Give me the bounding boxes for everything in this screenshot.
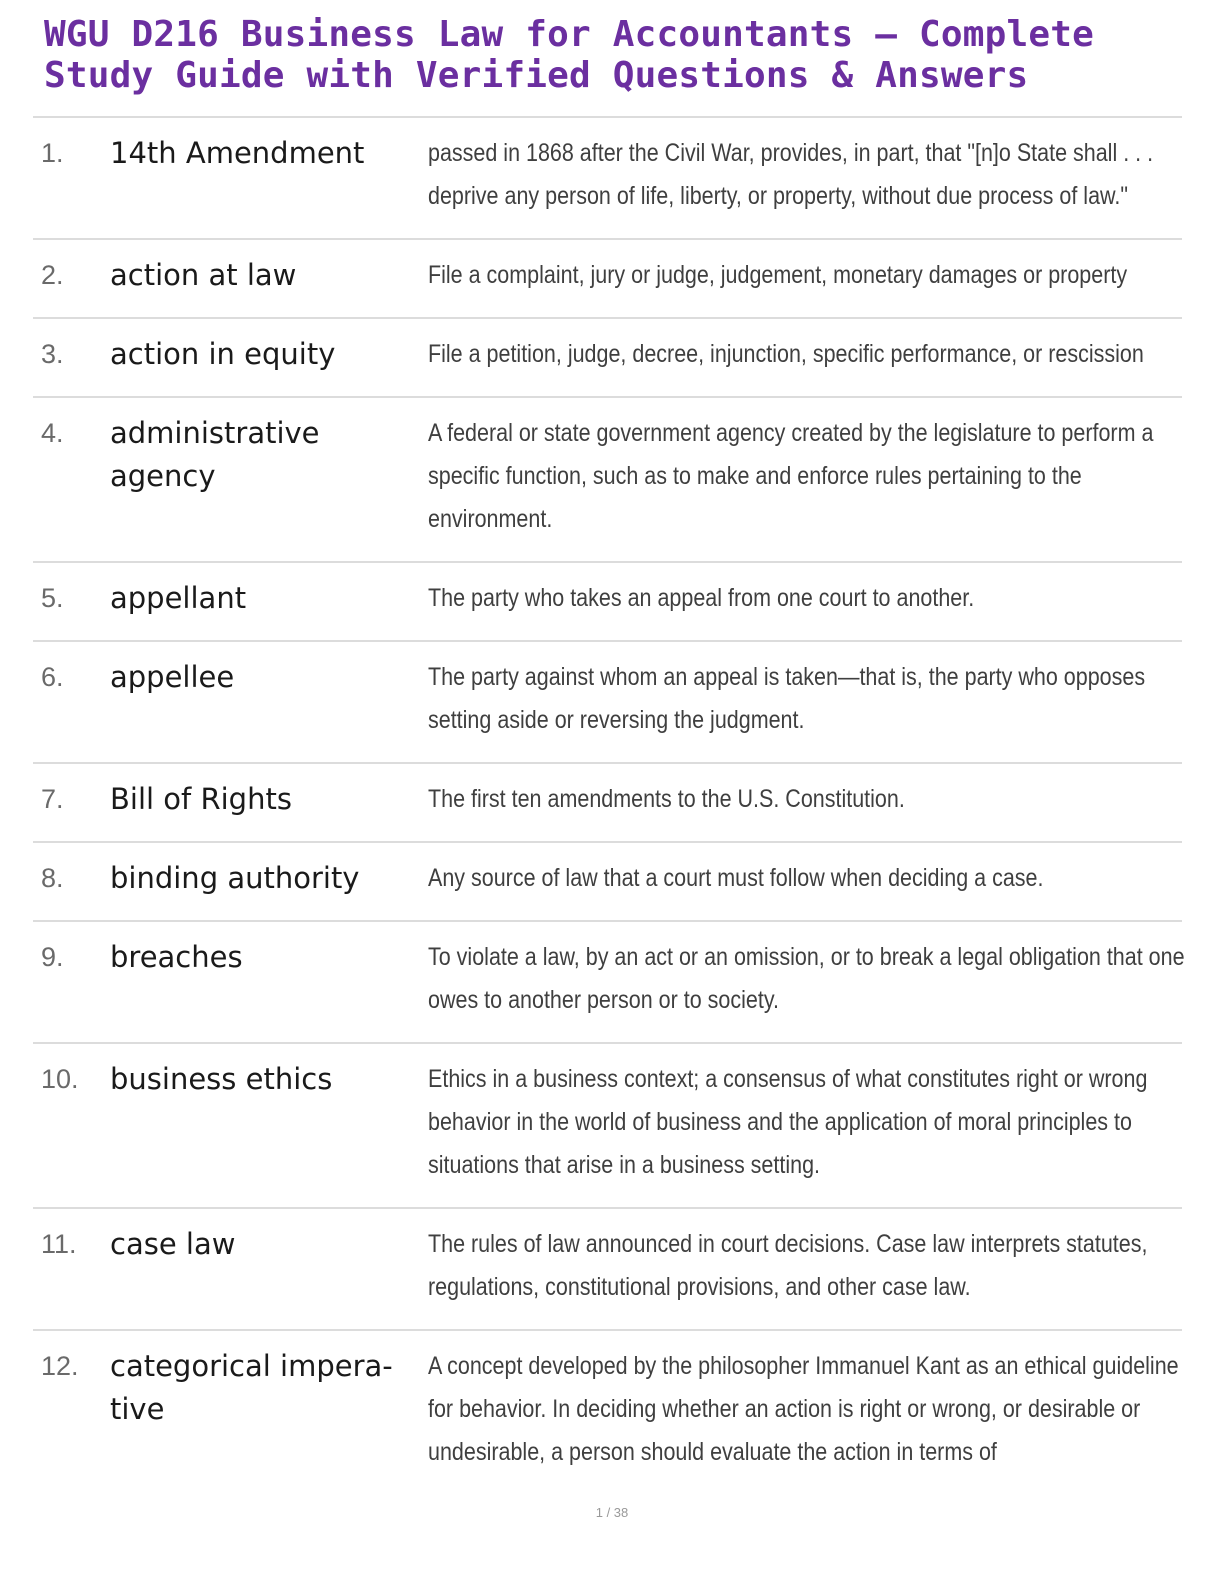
glossary-row	[33, 118, 1182, 240]
entry-number: 6.	[41, 662, 64, 692]
entry-number: 11.	[41, 1229, 77, 1259]
entry-number: 4.	[41, 418, 64, 448]
entry-term: binding authority	[110, 861, 360, 895]
entry-definition: Any source of law that a court must follow when deciding a case.	[428, 864, 1044, 892]
entry-number: 1.	[41, 138, 64, 168]
entry-term: case law	[110, 1227, 236, 1261]
glossary-row	[33, 319, 1182, 398]
entry-definition: A concept developed by the philosopher Immanuel Kant as an ethical guideline for behavior. In deciding whether an action is right or wrong, or desirable or undesirable, a person should evaluate the action in terms of	[428, 1352, 1179, 1466]
entry-definition: The party against whom an appeal is taken—that is, the party who opposes setting aside or reversing the judgment.	[428, 663, 1146, 734]
entry-definition: passed in 1868 after the Civil War, provides, in part, that "[n]o State shall . . . deprive any person of life, liberty, or property, without due process of law."	[428, 139, 1154, 210]
glossary-row	[33, 1209, 1182, 1331]
glossary-row	[33, 1044, 1182, 1209]
entry-definition: The rules of law announced in court decisions. Case law interprets statutes, regulations, constitutional provisions, and other case law.	[428, 1230, 1148, 1301]
glossary-table	[33, 116, 1185, 1494]
entry-term: categorical impera-tive	[110, 1349, 393, 1426]
glossary-row	[33, 1331, 1182, 1494]
glossary-row	[33, 398, 1182, 563]
entry-number: 5.	[41, 583, 64, 613]
entry-definition: A federal or state government agency created by the legislature to perform a specific function, such as to make and enforce rules pertaining to the environment.	[428, 419, 1154, 533]
entry-term: 14th Amendment	[110, 136, 365, 170]
entry-term: Bill of Rights	[110, 782, 292, 816]
entry-definition: File a petition, judge, decree, injunction, specific performance, or rescission	[428, 340, 1144, 368]
entry-definition: Ethics in a business context; a consensus of what constitutes right or wrong behavior in the world of business and the application of moral principles to situations that arise in a business setting.	[428, 1065, 1148, 1179]
entry-term: appellee	[110, 660, 235, 694]
entry-number: 12.	[41, 1351, 79, 1381]
entry-number: 10.	[41, 1064, 79, 1094]
entry-number: 8.	[41, 863, 64, 893]
glossary-row	[33, 922, 1185, 1044]
page-number: 1 / 38	[595, 1505, 629, 1520]
entry-definition: The first ten amendments to the U.S. Constitution.	[428, 785, 905, 813]
entry-number: 2.	[41, 260, 64, 290]
entry-term: business ethics	[110, 1062, 333, 1096]
entry-term: action at law	[110, 258, 297, 292]
glossary-row	[33, 843, 1182, 922]
entry-term: administrative agency	[110, 416, 320, 493]
entry-number: 7.	[41, 784, 64, 814]
entry-definition: The party who takes an appeal from one court to another.	[428, 584, 975, 612]
entry-number: 3.	[41, 339, 64, 369]
glossary-row	[33, 764, 1182, 843]
entry-term: breaches	[110, 940, 243, 974]
glossary-row	[33, 563, 1182, 642]
entry-definition: File a complaint, jury or judge, judgement, monetary damages or property	[428, 261, 1128, 289]
entry-number: 9.	[41, 942, 64, 972]
page-title: WGU D216 Business Law for Accountants – Complete Study Guide with Verified Questions & Answers	[44, 14, 1094, 96]
entry-term: appellant	[110, 581, 247, 615]
glossary-row	[33, 240, 1182, 319]
glossary-row	[33, 642, 1182, 764]
entry-definition: To violate a law, by an act or an omission, or to break a legal obligation that one owes to another person or to society.	[428, 943, 1185, 1014]
entry-term: action in equity	[110, 337, 336, 371]
